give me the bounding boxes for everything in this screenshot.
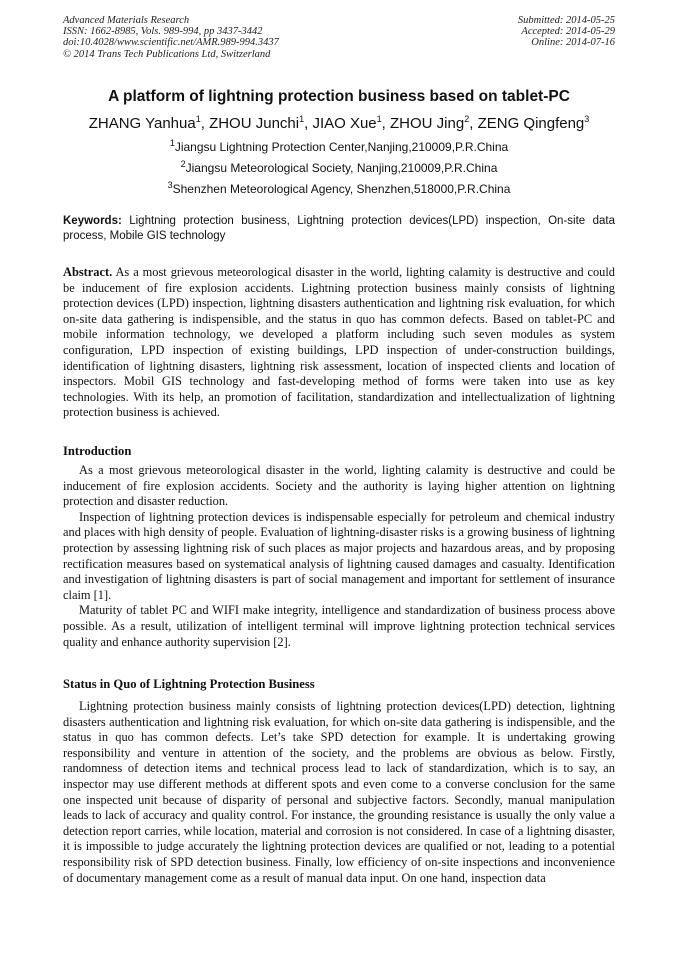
affil-text: Jiangsu Meteorological Society, Nanjing,210009,P.R.China xyxy=(185,161,498,175)
abstract-label: Abstract. xyxy=(63,265,113,279)
accepted-date: Accepted: 2014-05-29 xyxy=(521,26,615,38)
author-name: ZHOU Jing xyxy=(390,115,465,132)
submitted-date: Submitted: 2014-05-25 xyxy=(517,15,615,26)
author-affil-mark: 1 xyxy=(195,114,201,124)
issn-line: ISSN: 1662-8985, Vols. 989-994, pp 3437-3442 xyxy=(63,26,263,38)
status-heading: Status in Quo of Lightning Protection Business xyxy=(63,677,315,691)
abstract-paragraph xyxy=(63,265,615,421)
affiliation-3 xyxy=(0,180,678,196)
affil-mark: 2 xyxy=(180,159,186,169)
affil-text: Shenzhen Meteorological Agency, Shenzhen,518000,P.R.China xyxy=(172,182,511,196)
paragraph: Maturity of tablet PC and WIFI make integrity, intelligence and standardization of business process above possible. As a result, utilization of intelligent terminal will improve lightning protection technical services quality and enhance authority supervision [2]. xyxy=(63,603,615,649)
author-affil-mark: 3 xyxy=(584,114,590,124)
author-affil-mark: 2 xyxy=(464,114,470,124)
affiliation-1 xyxy=(0,138,678,154)
author-name: ZENG Qingfeng xyxy=(477,115,585,132)
affil-mark: 1 xyxy=(169,138,175,148)
introduction-body xyxy=(63,463,615,650)
author-name: ZHOU Junchi xyxy=(209,115,300,132)
author-affil-mark: 1 xyxy=(299,114,305,124)
dates-info xyxy=(518,15,615,49)
author-name: ZHANG Yanhua xyxy=(88,115,196,132)
journal-name: Advanced Materials Research xyxy=(63,15,190,26)
affiliation-2 xyxy=(0,159,678,175)
keywords-text: Lightning protection business, Lightning protection devices(LPD) inspection, On-site data process, Mobile GIS technology xyxy=(63,215,615,242)
paper-title: A platform of lightning protection business based on tablet-PC xyxy=(108,88,570,105)
introduction-heading: Introduction xyxy=(63,444,132,458)
keywords xyxy=(63,214,615,244)
abstract-text: As a most grievous meteorological disaster in the world, lighting calamity is destructive and could be inducement of fire explosion accidents. Lightning protection business mainly consists of lightning protection devices (LPD) inspection, lightning disasters authentication and lightning risk evaluation, for which on-site data gathering is indispensible, and the status in quo has common defects. Based on tablet-PC and mobile information technology, we developed a platform including such seven modules as system configuration, LPD inspection of existing buildings, LPD inspection of under-construction buildings, identification of lightning disasters, lightning risk assessment, location of inspected clients and location of inspectors. Mobil GIS technology and fast-developing method of forms were taken into use as key technologies. With its help, an promotion of facilitation, standardization and intellectualization of lightning protection business is achieved. xyxy=(63,265,615,420)
doi-line: doi:10.4028/www.scientific.net/AMR.989-994.3437 xyxy=(63,37,279,49)
author-name: JIAO Xue xyxy=(312,115,377,132)
online-date: Online: 2014-07-16 xyxy=(531,37,615,49)
journal-info xyxy=(63,15,279,60)
abstract xyxy=(63,265,615,421)
author-list: ZHANG Yanhua$^1$, ZHOU Junchi$^1$, JIAO Xue$^1$, ZHOU Jing$^2$, ZENG Qingfeng$^3$ xyxy=(88,114,590,132)
paragraph: Lightning protection business mainly consists of lightning protection devices(LPD) detection, lightning disasters authentication and lightning risk evaluation, for which on-site data gathering is indispensible, and the status in quo has common defects. Let’s take SPD detection for example. It is undertaking growing responsibility and venture in attention of the society, and the problems are obvious as below. Firstly, randomness of detection items and technical process lead to lack of standardization, which is to say, an inspector may use different methods at different spots and even come to a converse conclusion for the same one inspected unit because of disparity of personal and subjective factors. Secondly, manual manipulation leads to lack of accuracy and quality control. For instance, the grounding resistance is usually the only value a detection report carries, while location, material and corrosion is not considered. In case of a lightning disaster, it is impossible to judge accurately the lightning protection devices are qualified or not, leading to a potential responsibility risk of SPD detection business. Finally, low efficiency of on-site inspections and inconvenience of documentary management come as a result of manual data input. On one hand, inspection data xyxy=(63,699,615,885)
affil-mark: 3 xyxy=(167,180,173,190)
paragraph: Inspection of lightning protection devices is indispensable especially for petroleum and chemical industry and places with high density of people. Evaluation of lightning-disaster risks is a growing business of lightning protection by assessing lightning risk of such places as major projects and hazardous areas, and by proposing rectification measures based on systematical analysis of lightning caused damages and casualty. Identification and investigation of lightning disasters is part of social management and important for settlement of insurance claim [1]. xyxy=(63,509,615,602)
paragraph: As a most grievous meteorological disaster in the world, lighting calamity is destructive and could be inducement of fire explosion accidents. Society and the authority is laying higher attention on lightning protection and disaster reduction. xyxy=(63,463,615,509)
author-affil-mark: 1 xyxy=(376,114,382,124)
status-body xyxy=(63,699,615,886)
copyright-line: © 2014 Trans Tech Publications Ltd, Switzerland xyxy=(63,48,271,60)
affil-text: Jiangsu Lightning Protection Center,Nanjing,210009,P.R.China xyxy=(174,140,509,154)
keywords-label: Keywords: xyxy=(63,215,122,227)
